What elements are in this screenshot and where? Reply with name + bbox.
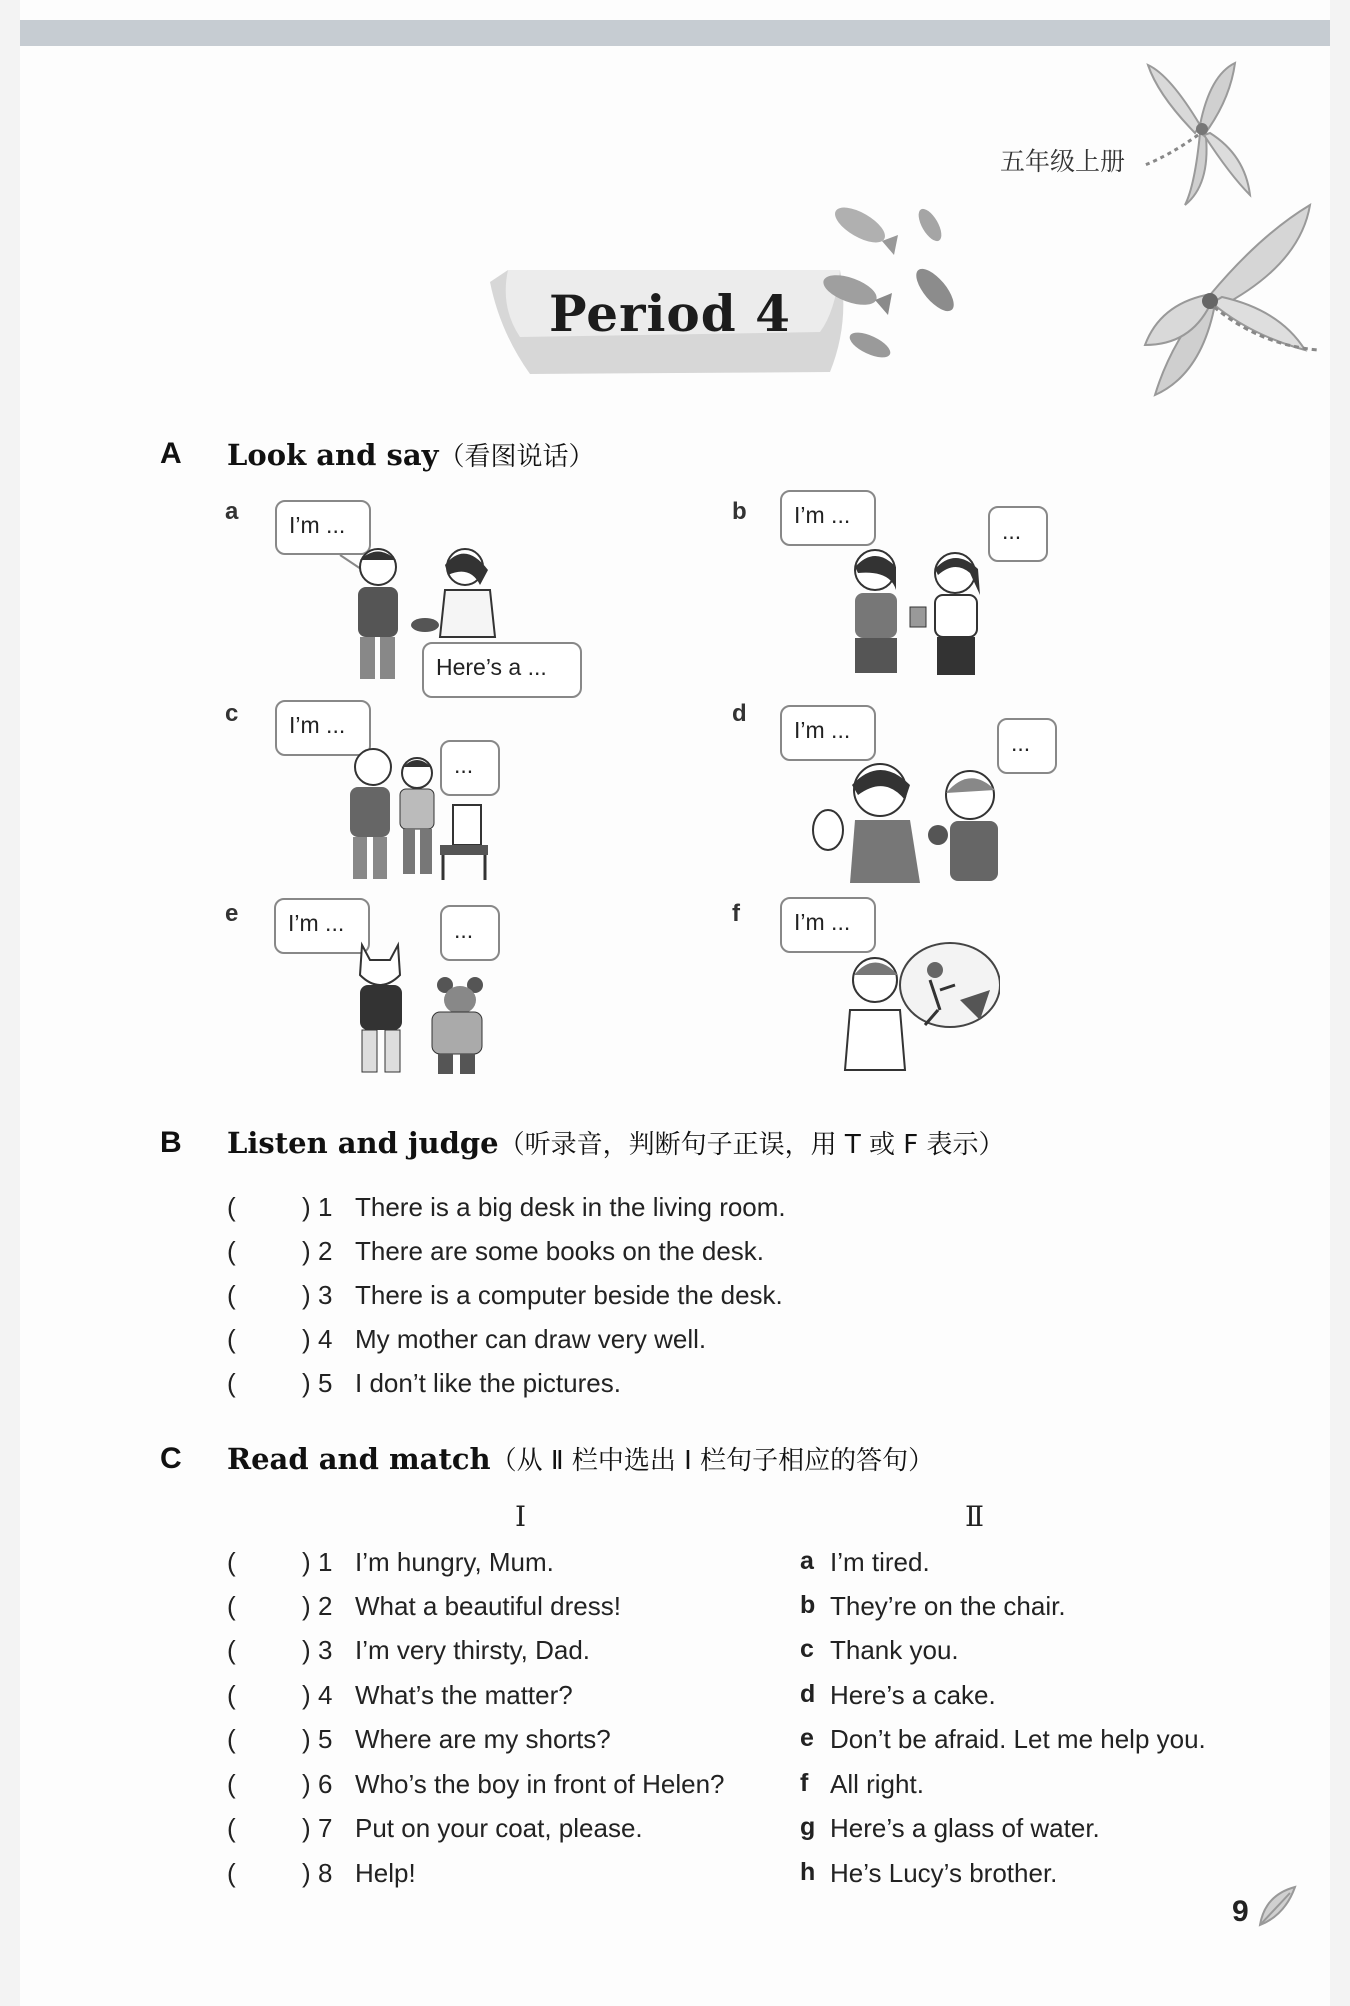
- answer-blank-close: ): [302, 1858, 311, 1888]
- page-title: Period 4: [549, 284, 791, 343]
- answer-option-letter: h: [800, 1858, 816, 1886]
- answer-blank-open: (: [227, 1724, 236, 1754]
- answer-blank-close: ): [302, 1547, 311, 1577]
- answer-option-text: I’m tired.: [830, 1547, 930, 1577]
- answer-option-letter: g: [800, 1813, 816, 1841]
- speech-bubble-e-2: ...: [440, 905, 500, 961]
- section-c-subtitle: （从 Ⅱ 栏中选出 Ⅰ 栏句子相应的答句）: [490, 1446, 935, 1476]
- section-b-letter: B: [160, 1126, 182, 1159]
- answer-blank-close: ): [302, 1680, 311, 1710]
- answer-blank-close: ): [302, 1724, 311, 1754]
- picture-d-illustration: [810, 755, 1020, 885]
- section-a-subtitle: （看图说话）: [438, 442, 595, 472]
- answer-option-text: He’s Lucy’s brother.: [830, 1858, 1058, 1888]
- speech-bubble-b-2: ...: [988, 506, 1048, 562]
- answer-option-text: Here’s a cake.: [830, 1680, 996, 1710]
- question-text: Where are my shorts?: [355, 1724, 611, 1754]
- picture-c-illustration: [335, 745, 505, 885]
- picture-b-letter: b: [732, 498, 747, 525]
- picture-c-letter: c: [225, 700, 239, 727]
- item-number: 7: [318, 1813, 333, 1843]
- leaf-icon: [1255, 1885, 1300, 1930]
- picture-f-illustration: [830, 940, 1000, 1080]
- item-number: 2: [318, 1236, 333, 1266]
- question-text: Who’s the boy in front of Helen?: [355, 1769, 725, 1799]
- answer-blank-open: (: [227, 1280, 236, 1310]
- picture-a-illustration: [330, 545, 520, 685]
- title-banner: [490, 262, 850, 382]
- section-a-letter: A: [160, 437, 182, 470]
- answer-option-text: Don’t be afraid. Let me help you.: [830, 1724, 1206, 1754]
- answer-blank-open: (: [227, 1813, 236, 1843]
- answer-blank-close: ): [302, 1591, 311, 1621]
- section-b-title: [227, 1124, 1005, 1161]
- item-number: 4: [318, 1324, 333, 1354]
- answer-blank-open: (: [227, 1368, 236, 1398]
- section-a-title: [227, 436, 595, 473]
- picture-f-letter: f: [732, 900, 740, 927]
- dragonfly-icon: [1140, 55, 1260, 215]
- section-c-title-text: Read and match: [227, 1442, 491, 1476]
- answer-blank-open: (: [227, 1236, 236, 1266]
- section-b-subtitle: （听录音，判断句子正误，用 T 或 F 表示）: [498, 1130, 1005, 1160]
- answer-option-text: Here’s a glass of water.: [830, 1813, 1100, 1843]
- answer-option-text: They’re on the chair.: [830, 1591, 1066, 1621]
- page-number: 9: [1232, 1895, 1249, 1928]
- item-number: 1: [318, 1192, 333, 1222]
- answer-blank-open: (: [227, 1858, 236, 1888]
- item-number: 6: [318, 1769, 333, 1799]
- answer-option-letter: a: [800, 1547, 814, 1575]
- item-number: 5: [318, 1724, 333, 1754]
- answer-blank-close: ): [302, 1324, 311, 1354]
- top-color-bar: [20, 20, 1330, 46]
- answer-blank-close: ): [302, 1236, 311, 1266]
- answer-blank-open: (: [227, 1635, 236, 1665]
- answer-blank-open: (: [227, 1591, 236, 1621]
- answer-blank-close: ): [302, 1635, 311, 1665]
- column-2-heading: Ⅱ: [965, 1500, 985, 1533]
- answer-option-letter: c: [800, 1635, 814, 1663]
- answer-blank-close: ): [302, 1769, 311, 1799]
- answer-option-letter: d: [800, 1680, 816, 1708]
- statement-text: There are some books on the desk.: [355, 1236, 765, 1266]
- item-number: 8: [318, 1858, 333, 1888]
- answer-blank-close: ): [302, 1368, 311, 1398]
- speech-bubble-c-2: ...: [440, 740, 500, 796]
- answer-blank-open: (: [227, 1324, 236, 1354]
- item-number: 3: [318, 1280, 333, 1310]
- item-number: 1: [318, 1547, 333, 1577]
- answer-option-letter: e: [800, 1724, 814, 1752]
- speech-bubble-d-2: ...: [997, 718, 1057, 774]
- section-b-title-text: Listen and judge: [227, 1126, 499, 1160]
- answer-blank-open: (: [227, 1192, 236, 1222]
- picture-e-illustration: [340, 940, 500, 1080]
- speech-bubble-e-1: I’m ...: [274, 898, 370, 954]
- grade-label: 五年级上册: [1000, 147, 1126, 176]
- speech-bubble-d-1: I’m ...: [780, 705, 876, 761]
- statement-text: My mother can draw very well.: [355, 1324, 707, 1354]
- speech-bubble-b-1: I’m ...: [780, 490, 876, 546]
- answer-blank-open: (: [227, 1680, 236, 1710]
- answer-blank-open: (: [227, 1547, 236, 1577]
- item-number: 3: [318, 1635, 333, 1665]
- section-c-letter: C: [160, 1442, 182, 1475]
- picture-e-letter: e: [225, 900, 239, 927]
- column-1-heading: Ⅰ: [515, 1500, 527, 1533]
- question-text: What’s the matter?: [355, 1680, 573, 1710]
- speech-bubble-a-1: I’m ...: [275, 500, 371, 555]
- statement-text: I don’t like the pictures.: [355, 1368, 621, 1398]
- statement-text: There is a big desk in the living room.: [355, 1192, 786, 1222]
- answer-option-letter: f: [800, 1769, 809, 1797]
- answer-option-text: Thank you.: [830, 1635, 959, 1665]
- question-text: Help!: [355, 1858, 416, 1888]
- statement-text: There is a computer beside the desk.: [355, 1280, 783, 1310]
- question-text: Put on your coat, please.: [355, 1813, 643, 1843]
- item-number: 5: [318, 1368, 333, 1398]
- dragonfly-large-icon: [1140, 195, 1320, 405]
- answer-blank-close: ): [302, 1813, 311, 1843]
- fish-icon: [820, 195, 980, 365]
- answer-option-letter: b: [800, 1591, 816, 1619]
- speech-bubble-a-2: Here’s a ...: [422, 642, 582, 698]
- question-text: I’m hungry, Mum.: [355, 1547, 554, 1577]
- question-text: What a beautiful dress!: [355, 1591, 621, 1621]
- item-number: 2: [318, 1591, 333, 1621]
- answer-blank-close: ): [302, 1192, 311, 1222]
- question-text: I’m very thirsty, Dad.: [355, 1635, 591, 1665]
- picture-a-letter: a: [225, 498, 239, 525]
- speech-bubble-f-1: I’m ...: [780, 897, 876, 953]
- picture-d-letter: d: [732, 700, 747, 727]
- answer-option-text: All right.: [830, 1769, 924, 1799]
- answer-blank-close: ): [302, 1280, 311, 1310]
- answer-blank-open: (: [227, 1769, 236, 1799]
- speech-bubble-c-1: I’m ...: [275, 700, 371, 756]
- section-c-title: [227, 1440, 934, 1477]
- section-a-title-text: Look and say: [227, 438, 439, 472]
- picture-b-illustration: [830, 545, 1000, 685]
- item-number: 4: [318, 1680, 333, 1710]
